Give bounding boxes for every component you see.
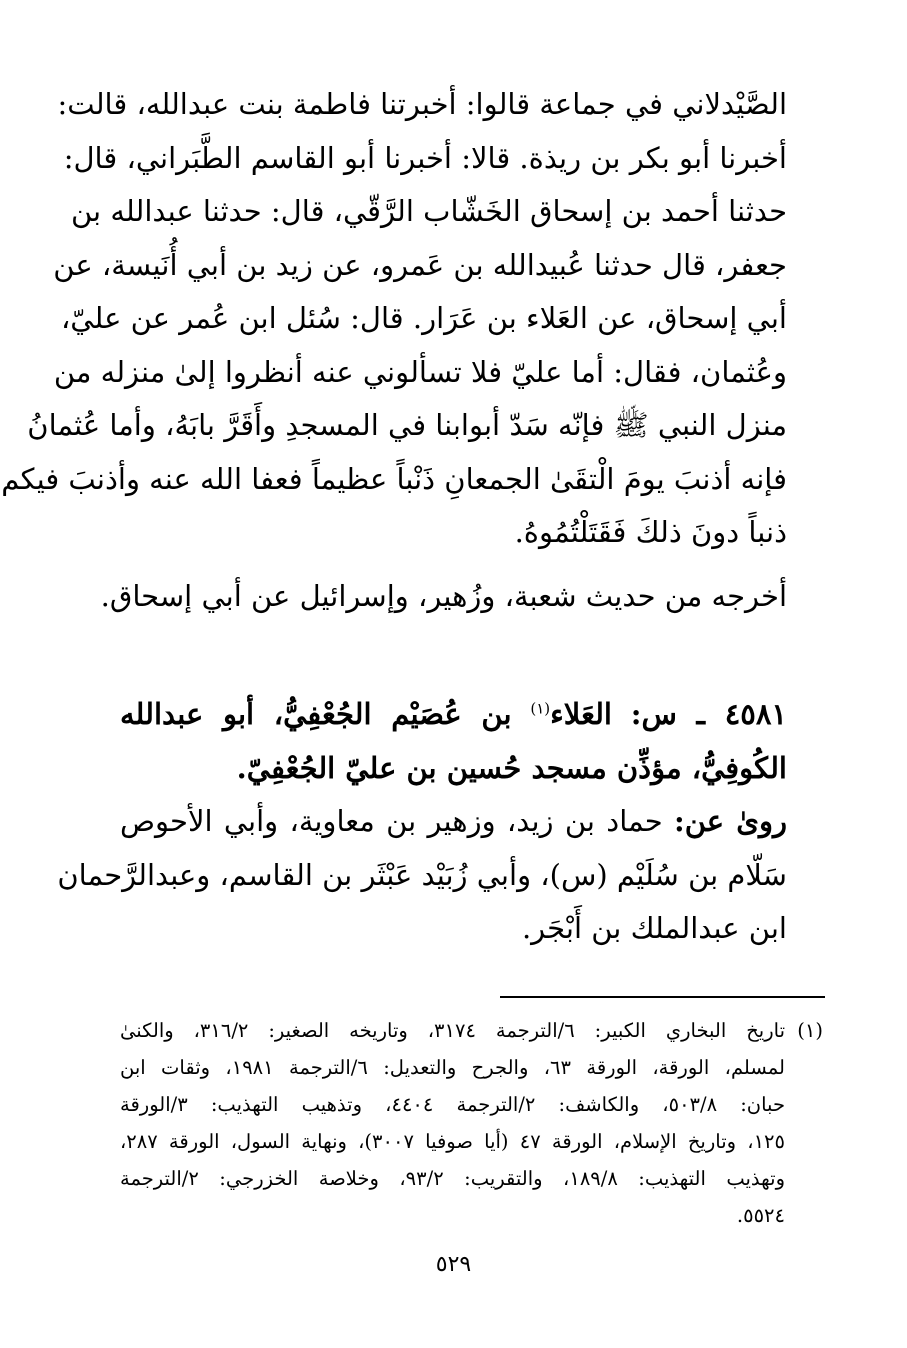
rawa-line: ابن عبدالملك بن أَبْجَر. xyxy=(521,911,787,945)
rawa-line xyxy=(120,795,787,849)
footnotes xyxy=(120,1012,823,1234)
text-line: أبي إسحاق، عن العَلاء بن عَرَار. قال: سُئل ابن عُمر عن عليّ، xyxy=(60,301,787,335)
footnote-line: ١٢٥، وتاريخ الإسلام، الورقة ٤٧ (أيا صوفيا ٣٠٠٧)، ونهاية السول، الورقة ٢٨٧، xyxy=(120,1130,785,1153)
entry-heading-line xyxy=(120,688,787,742)
rawa-line: سَلّام بن سُلَيْم (س)، وأبي زُبَيْد عَبْثَر بن القاسم، وعبدالرَّحمان xyxy=(57,857,787,892)
footnote-line: وتهذيب التهذيب: ١٨٩/٨، والتقريب: ٩٣/٢، وخلاصة الخزرجي: ٢/الترجمة xyxy=(120,1167,786,1190)
text-line: أخبرنا أبو بكر بن ريذة. قالا: أخبرنا أبو القاسم الطَّبَراني، قال: xyxy=(63,140,787,175)
rawa-label: روىٰ عن: xyxy=(674,804,787,838)
hadith-passage xyxy=(1,78,787,623)
takhrij-line: أخرجه من حديث شعبة، وزُهير، وإسرائيل عن أبي إسحاق. xyxy=(100,578,787,613)
entry-name: العَلاء xyxy=(550,697,612,731)
page-number: ٥٢٩ xyxy=(435,1252,472,1277)
footnote-line: حبان: ٥٠٣/٨، والكاشف: ٢/الترجمة ٤٤٠٤، وتذهيب التهذيب: ٣/الورقة xyxy=(120,1093,785,1116)
text-line: جعفر، قال حدثنا عُبيدالله بن عَمرو، عن زيد بن أبي أُنَيسة، عن xyxy=(53,247,787,282)
footnote-ref[interactable]: (١) xyxy=(530,699,551,718)
footnote-body xyxy=(120,1012,785,1234)
rawa-text: حماد بن زيد، وزهير بن معاوية، وأبي الأحوص xyxy=(120,804,663,838)
footnote-line: ٥٥٢٤. xyxy=(736,1204,785,1227)
text-line: وعُثمان، فقال: أما عليّ فلا تسألوني عنه أنظروا إلىٰ منزله من xyxy=(53,354,787,389)
text-line: ذنباً دونَ ذلكَ فَقَتَلْتُمُوهُ. xyxy=(514,515,787,549)
footnote-number: (١) xyxy=(797,1019,823,1042)
entry-number: ٤٥٨١ ـ س: xyxy=(630,697,788,731)
text-line: الصَّيْدلاني في جماعة قالوا: أخبرتنا فاطمة بنت عبدالله، قالت: xyxy=(57,87,787,121)
text-line: حدثنا أحمد بن إسحاق الخَشّاب الرَّقّي، قال: حدثنا عبدالله بن xyxy=(70,194,787,228)
footnote-line: تاريخ البخاري الكبير: ٦/الترجمة ٣١٧٤، وتاريخه الصغير: ٣١٦/٢، والكنىٰ xyxy=(120,1019,786,1042)
entry-name-line2: الكُوفِيُّ، مؤذِّن مسجد حُسين بن عليّ الجُعْفِيّ. xyxy=(236,750,787,785)
biography-entry xyxy=(57,688,788,956)
entry-name-rest: بن عُصَيْم الجُعْفِيُّ، أبو عبدالله xyxy=(120,697,512,731)
footnote-separator xyxy=(500,996,825,998)
footnote-line: لمسلم، الورقة، الورقة ٦٣، والجرح والتعديل: ٦/الترجمة ١٩٨١، وثقات ابن xyxy=(120,1056,785,1079)
text-line: منزل النبي ﷺ فإنّه سَدّ أبوابنا في المسجدِ وأَقَرَّ بابَهُ، وأما عُثمانُ xyxy=(27,408,787,442)
text-line: فإنه أذنبَ يومَ الْتقَىٰ الجمعانِ ذَنْباً عظيماً فعفا الله عنه وأذنبَ فيكم xyxy=(1,461,787,496)
